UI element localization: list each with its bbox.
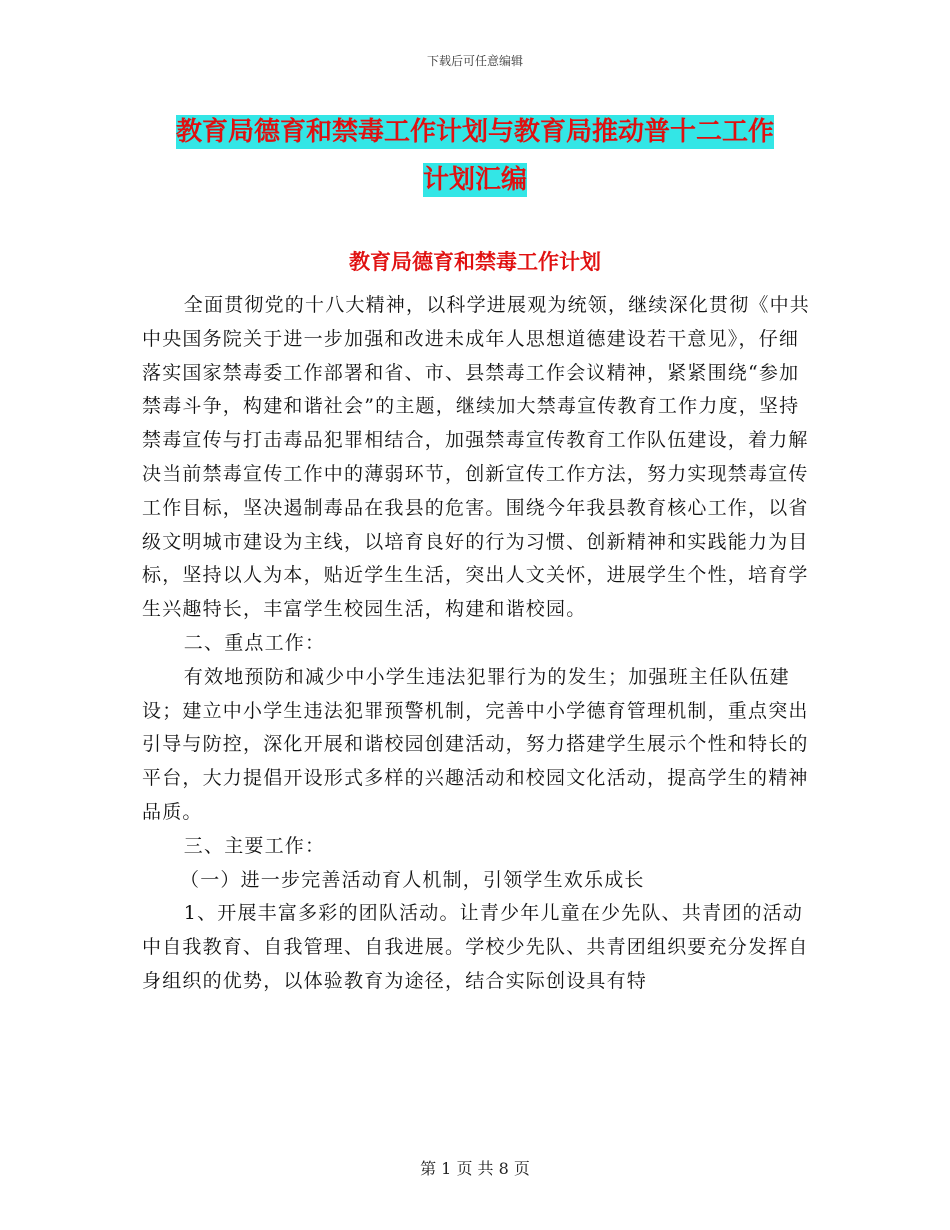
section-title: 教育局德育和禁毒工作计划 — [349, 250, 601, 274]
heading-main-work: 三、主要工作： — [183, 834, 326, 857]
document-title-line-2: 计划汇编 — [422, 165, 527, 195]
paragraph-key-work: 有效地预防和减少中小学生违法犯罪行为的发生；加强班主任队伍建设；建立中小学生违法犯罪预警机制，完善中小学德育管理机制，重点突出引导与防控，深化开展和谐校园创建活动，努力搭建学生展示个性和特长的平台，大力提倡开设形式多样的兴趣活动和校园文化活动，提高学生的精神品质。 — [142, 665, 809, 823]
document-title-line-1: 教育局德育和禁毒工作计划与教育局推动普十二工作 — [175, 117, 774, 147]
heading-key-work: 二、重点工作： — [183, 631, 326, 654]
subheading-activity-mechanism: （一）进一步完善活动育人机制，引领学生欢乐成长 — [180, 868, 645, 891]
document-body — [142, 289, 812, 999]
paragraph-intro: 全面贯彻党的十八大精神，以科学进展观为统领，继续深化贯彻《中共中央国务院关于进一步加强和改进未成年人思想道德建设若干意见》，仔细落实国家禁毒委工作部署和省、市、县禁毒工作会议精神，紧紧围绕“参加禁毒斗争，构建和谐社会”的主题，继续加大禁毒宣传教育工作力度，坚持禁毒宣传与打击毒品犯罪相结合，加强禁毒宣传教育工作队伍建设，着力解决当前禁毒宣传工作中的薄弱环节，创新宣传工作方法，努力实现禁毒宣传工作目标，坚决遏制毒品在我县的危害。围绕今年我县教育核心工作，以省级文明城市建设为主线，以培育良好的行为习惯、创新精神和实践能力为目标，坚持以人为本，贴近学生生活，突出人文关怀，进展学生个性，培育学生兴趣特长，丰富学生校园生活，构建和谐校园。 — [142, 294, 810, 621]
page-footer: 第 1 页 共 8 页 — [420, 1159, 530, 1178]
document-title — [140, 108, 810, 204]
header-note: 下载后可任意编辑 — [426, 54, 523, 68]
paragraph-team-activities: 1、开展丰富多彩的团队活动。让青少年儿童在少先队、共青团的活动中自我教育、自我管理、自我进展。学校少先队、共青团组织要充分发挥自身组织的优势，以体验教育为途径，结合实际创设具有特 — [142, 902, 809, 992]
